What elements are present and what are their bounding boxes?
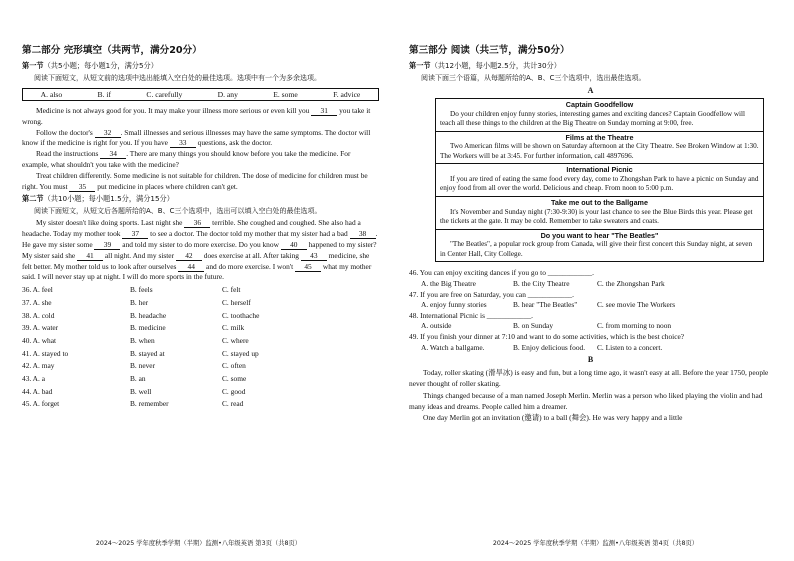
- answer-option: B. stayed at: [130, 348, 165, 358]
- text-segment: Follow the doctor's: [36, 127, 95, 137]
- passage-paragraph: [22, 128, 379, 150]
- question-option: B. Enjoy delicious food.: [513, 342, 586, 352]
- reading-part1-heading: [409, 61, 772, 71]
- ad-title: Captain Goodfellow: [565, 100, 634, 109]
- blank-number: 39: [94, 240, 120, 250]
- part1-info: （共5小题；每小题1分，满分5分）: [43, 61, 158, 70]
- ad-title: International Picnic: [566, 165, 633, 175]
- blank-number: 38: [350, 229, 376, 239]
- text-segment: . There are many things you should know before you take the medicine. For example, what shouldn't you take with the medicine?: [22, 149, 351, 169]
- answer-option: B. never: [130, 361, 156, 371]
- answer-option: B. headache: [130, 310, 167, 320]
- question-stem: 47. If you are free on Saturday, you can ____________.: [409, 289, 574, 299]
- text-segment: My sister doesn't like doing sports. Last night she: [36, 218, 185, 228]
- passage-b-paragraph: Today, roller skating (滑旱冰) is easy and fun, but a long time ago, it wasn't easy at all. Before the year 1750, people never thought of roller skating.: [409, 368, 769, 389]
- question-option: B. on Sunday: [513, 321, 554, 331]
- text-segment: Read the instructions: [36, 149, 101, 159]
- text-segment: to see a doctor. The doctor told my mother that my sister had a bad: [148, 229, 350, 239]
- text-segment: does exercise at all. After taking: [201, 250, 301, 260]
- answer-option: 43. A. a: [22, 374, 45, 384]
- cloze-passage-1: [22, 106, 379, 192]
- question-stem: 46. You can enjoy exciting dances if you go to ____________.: [409, 268, 594, 278]
- word-option: B. if: [97, 90, 112, 99]
- reading-part1-label: 第一节: [409, 61, 431, 70]
- answer-option: 45. A. forget: [22, 399, 60, 409]
- blank-number: 32: [95, 128, 121, 138]
- answer-option: B. remember: [130, 399, 169, 409]
- part1-label: 第一节: [22, 61, 44, 70]
- question-option: B. hear "The Beatles": [513, 300, 578, 310]
- blank-number: 36: [184, 218, 210, 228]
- passage-b-paragraph: Things changed because of a man named Joseph Merlin. Merlin was a person who liked playing the violin and had many ideas and dreams. People called him a dreamer.: [409, 390, 763, 412]
- blank-number: 40: [281, 240, 307, 250]
- section-title-reading: 第三部分 阅读（共三节，满分50分）: [409, 45, 570, 56]
- answer-option: C. toothache: [222, 310, 260, 320]
- cloze-passage-2: [22, 218, 379, 283]
- answer-option: B. feels: [130, 285, 153, 295]
- text-segment: Medicine is not always good for you. It may make your illness more serious or even kill you: [36, 106, 312, 115]
- part1-instructions: 阅读下面短文，从短文前的选项中选出能填入空白处的最佳选项。选项中有一个为多余选项。: [34, 74, 321, 82]
- text-segment: Treat children differently. Some medicine is not suitable for children. The dose of medicine for children must be right. You must: [22, 170, 368, 191]
- passage-b-label: B: [587, 355, 594, 365]
- answer-option: C. where: [222, 335, 249, 345]
- text-segment: put medicine in places where children can't get.: [95, 181, 238, 191]
- blank-number: 41: [77, 251, 103, 261]
- question-option: A. enjoy funny stories: [421, 300, 487, 310]
- blank-number: 34: [100, 149, 126, 159]
- question-option: B. the City Theatre: [513, 279, 570, 289]
- text-segment: happened to my sister? My sister said she: [22, 239, 377, 260]
- question-option: C. from morning to noon: [597, 321, 672, 331]
- answer-option: 38. A. cold: [22, 310, 55, 320]
- answer-option: C. stayed up: [222, 348, 259, 358]
- passage-paragraph: [22, 171, 379, 193]
- blank-number: 45: [295, 262, 321, 272]
- ad-body: It's November and Sunday night (7:30-9:30) is your last chance to see the Blue Birds this year. Please get the tickets at the gate. It may be cold. Remember to take sweaters and coats.: [440, 207, 753, 226]
- part1-heading: [22, 61, 379, 71]
- blank-number: 31: [311, 106, 337, 116]
- text-segment: terrible. She coughed and coughed. She also had a headache. Today my mother took: [22, 218, 361, 239]
- ad-body: Two American films will be shown on Saturday afternoon at the City Theatre. See Broken Window at 1:30. The Workers will be at 3:45. For further information, call 4897696.: [440, 142, 759, 160]
- page-footer-left: 2024～2025 学年度秋季学期（半期）监测•八年级英语 第3页（共8页）: [95, 540, 302, 547]
- answer-option: B. an: [130, 374, 146, 384]
- cloze-options: [22, 284, 379, 411]
- text-segment: questions, ask the doctor.: [195, 138, 273, 148]
- passage-paragraph: [22, 106, 379, 128]
- passage-paragraph: [22, 149, 379, 171]
- answer-option: B. medicine: [130, 323, 166, 333]
- reading-part1-info: （共12小题，每小题2.5分，共计30分）: [430, 61, 561, 70]
- answer-option: 41. A. stayed to: [22, 348, 69, 358]
- answer-option: B. well: [130, 386, 152, 396]
- question-option: C. see movie The Workers: [597, 300, 676, 310]
- answer-option: C. milk: [222, 323, 245, 333]
- word-option: E. some: [273, 90, 298, 99]
- text-segment: . Small illnesses and serious illnesses may have the same symptoms. The doctor will know if the medicine is right for you. If you have: [22, 127, 371, 148]
- ad-title: Films at the Theatre: [565, 132, 634, 142]
- word-option: A. also: [40, 90, 63, 99]
- blank-number: 43: [301, 251, 327, 261]
- ad-cell: [436, 132, 763, 165]
- question-option: A. outside: [421, 321, 452, 331]
- ad-body: Do your children enjoy funny stories, interesting games and exciting dances? Captain Goodfellow will teach all these things to the children at the Big Theatre on Sunday morning at 9:00, free.: [440, 109, 746, 128]
- passage-b: [409, 367, 772, 423]
- section-title-cloze: 第二部分 完形填空（共两节，满分20分）: [22, 45, 202, 56]
- answer-option: C. some: [222, 374, 247, 384]
- text-segment: what my mother said. I will never stay up at night. I will do more sports in the future.: [22, 261, 372, 282]
- word-option: C. carefully: [146, 90, 183, 99]
- word-option: D. any: [217, 90, 238, 99]
- questions-list: [409, 268, 772, 353]
- ad-cell: [436, 164, 763, 197]
- blank-number: 42: [176, 251, 202, 261]
- part2-label: 第二节: [22, 194, 44, 204]
- passage-b-paragraph: One day Merlin got an invitation (邀请) to a ball (舞会). He was very happy and a little: [423, 413, 683, 423]
- word-options-box: [22, 88, 379, 101]
- answer-option: C. felt: [222, 285, 241, 295]
- blank-number: 33: [170, 138, 196, 148]
- answer-option: 39. A. water: [22, 323, 59, 333]
- word-option: F. advice: [333, 90, 361, 99]
- page-footer-right: 2024～2025 学年度秋季学期（半期）监测•八年级英语 第4页（共8页）: [492, 540, 699, 547]
- answer-option: 42. A. may: [22, 361, 55, 371]
- text-segment: and do more exercise. I won't: [204, 261, 296, 271]
- ad-title: Do you want to hear "The Beatles": [540, 230, 659, 240]
- ad-cell: [436, 99, 763, 132]
- question-stem: 49. If you finish your dinner at 7:10 and want to do some activities, which is the best choice?: [409, 332, 685, 341]
- reading-instructions: 阅读下面三个语篇，从每题所给的A、B、C三个选项中，选出最佳选项。: [421, 74, 646, 82]
- answer-option: 40. A. what: [22, 335, 57, 345]
- question-option: A. the Big Theatre: [421, 279, 476, 289]
- right-page: [397, 0, 794, 561]
- passage-paragraph: [22, 218, 379, 283]
- answer-option: 36. A. feel: [22, 285, 53, 295]
- answer-option: C. herself: [222, 297, 251, 307]
- answer-option: 44. A. bad: [22, 386, 53, 396]
- text-segment: medicine, she felt better. My mother told us to look after ourselves: [22, 250, 370, 271]
- question-option: C. Listen to a concert.: [597, 342, 663, 352]
- part2-instructions: 阅读下面短文，从短文后各题所给的A、B、C三个选项中，选出可以填入空白处的最佳选项。: [34, 207, 322, 216]
- text-segment: you take it wrong.: [22, 106, 371, 126]
- answer-option: C. good: [222, 386, 246, 396]
- ads-table: [435, 98, 764, 262]
- blank-number: 44: [178, 262, 204, 272]
- ad-body: If you are tired of eating the same food every day, come to Zhongshan Park to have a picnic on Sunday and enjoy food from all over the world. Delicious and cheap. From noon to 5:00 p.m.: [440, 174, 759, 193]
- text-segment: all night. And my sister: [103, 250, 176, 260]
- answer-option: B. when: [130, 335, 155, 345]
- text-segment: and told my sister to do more exercise. Do you know: [120, 239, 281, 249]
- passage-a-label: A: [587, 86, 594, 95]
- answer-option: C. read: [222, 399, 244, 409]
- ad-cell: [436, 230, 763, 262]
- question-option: C. the Zhongshan Park: [597, 279, 665, 289]
- question-option: A. Watch a ballgame.: [421, 342, 485, 352]
- question-options: [409, 279, 772, 290]
- part2-info: （共10小题；每小题1.5分，满分15分）: [43, 194, 174, 204]
- text-segment: . He gave my sister some: [22, 229, 378, 249]
- ad-body: "The Beatles", a popular rock group from Canada, will give their first concert this Sunday night, at seven in Center Hall, City College.: [440, 240, 753, 258]
- ad-cell: [436, 197, 763, 230]
- blank-number: 37: [122, 229, 148, 239]
- part2-heading: [22, 194, 379, 204]
- question-options: [409, 300, 772, 311]
- question-options: [409, 321, 772, 332]
- question-stem: 48. International Picnic is ____________.: [409, 310, 533, 320]
- question-options: [409, 343, 772, 354]
- answer-option: C. often: [222, 361, 246, 371]
- answer-option: B. her: [130, 297, 149, 307]
- ad-title: Take me out to the Ballgame: [551, 198, 648, 208]
- answer-option: 37. A. she: [22, 297, 52, 307]
- blank-number: 35: [69, 182, 95, 192]
